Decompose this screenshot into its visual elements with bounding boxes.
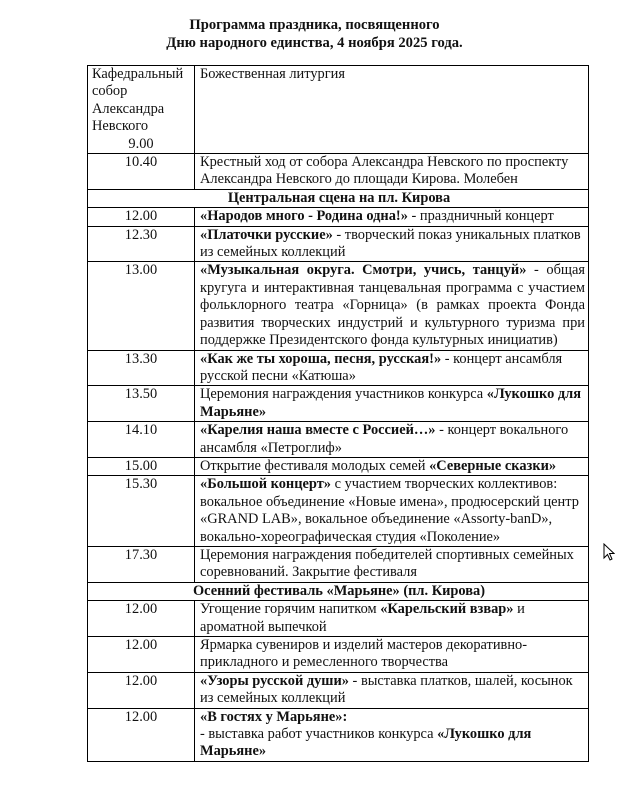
section-header-row	[88, 189, 589, 207]
text: Открытие фестиваля молодых семей	[200, 457, 430, 474]
table-row	[88, 672, 589, 708]
text: Божественная литургия	[200, 66, 345, 82]
bold-text: «В гостях у Марьяне»:	[200, 708, 348, 725]
description-cell	[195, 262, 589, 350]
text: - выставка работ участников конкурса	[200, 726, 438, 743]
text: - концерт ансамбля русской песни «Катюша»	[200, 350, 563, 384]
bold-text: «Большой концерт»	[200, 476, 331, 493]
bold-text: «Лукошко для Марьяне»	[200, 726, 532, 760]
description-cell	[195, 637, 589, 673]
description-cell	[195, 708, 589, 761]
venue-label: Кафедральный собор Александра Невского	[92, 66, 184, 135]
description-cell	[195, 601, 589, 637]
title-line-2: Дню народного единства, 4 ноября 2025 года.	[166, 35, 463, 51]
time-cell: 12.00	[88, 708, 195, 761]
table-row	[88, 66, 589, 154]
text: Церемония награждения участников конкурса	[200, 386, 487, 403]
mouse-cursor-icon	[603, 543, 615, 561]
table-row	[88, 350, 589, 386]
text: Церемония награждения победителей спортивных семейных соревнований. Закрытие фестиваля	[200, 546, 574, 581]
bold-text: «Платочки русские»	[200, 226, 333, 243]
time-cell: 10.40	[88, 154, 195, 190]
bold-text: «Народов много - Родина одна!»	[200, 208, 408, 225]
text: Угощение горячим напитком	[200, 601, 381, 618]
description-cell	[195, 672, 589, 708]
table-row	[88, 154, 589, 190]
section-title: Центральная сцена на пл. Кирова	[88, 189, 589, 207]
time-cell: 13.50	[88, 386, 195, 422]
description-cell	[195, 208, 589, 226]
bold-text: «Как же ты хороша, песня, русская!»	[200, 350, 442, 367]
program-table	[87, 65, 589, 762]
section-header-row	[88, 582, 589, 600]
time-cell	[88, 66, 195, 154]
bold-text: «Карелия наша вместе с Россией…»	[200, 422, 436, 439]
time-cell: 12.00	[88, 637, 195, 673]
text: - выставка платков, шалей, косынок из семейных коллекций	[200, 672, 573, 707]
text: - общая кругуга и интерактивная танцевальная программа с участием фольклорного театра «Горница» (в рамках проекта Фонда развития творческих индустрий и культурного туризма при поддержке Президентского фонда культурных инициатив)	[200, 262, 586, 349]
description-cell	[195, 66, 589, 154]
description-cell	[195, 154, 589, 190]
text: Крестный ход от собора Александра Невского по проспекту Александра Невского до площади Кирова. Молебен	[200, 154, 569, 188]
bold-text: «Музыкальная округа. Смотри, учись, танцуй»	[200, 262, 527, 279]
section-title: Осенний фестиваль «Марьяне» (пл. Кирова)	[88, 582, 589, 600]
time-cell: 13.30	[88, 350, 195, 386]
time-cell: 13.00	[88, 262, 195, 350]
description-cell	[195, 546, 589, 582]
table-row	[88, 476, 589, 547]
time-cell: 12.30	[88, 226, 195, 262]
document-title	[0, 16, 629, 52]
text: - праздничный концерт	[407, 208, 554, 225]
time-cell: 15.30	[88, 476, 195, 547]
time-cell: 12.00	[88, 601, 195, 637]
time-cell: 17.30	[88, 546, 195, 582]
table-row	[88, 208, 589, 226]
time-cell: 15.00	[88, 457, 195, 475]
time-cell: 12.00	[88, 208, 195, 226]
description-cell	[195, 226, 589, 262]
time-cell: 12.00	[88, 672, 195, 708]
description-cell	[195, 457, 589, 475]
description-cell	[195, 422, 589, 458]
table-row	[88, 386, 589, 422]
description-cell	[195, 350, 589, 386]
bold-text: «Лукошко для Марьяне»	[200, 386, 581, 420]
text: - творческий показ уникальных платков из семейных коллекций	[200, 226, 581, 261]
bold-text: «Северные сказки»	[429, 457, 557, 474]
bold-text: «Узоры русской души»	[200, 672, 349, 689]
table-row	[88, 422, 589, 458]
table-row	[88, 601, 589, 637]
time-cell: 14.10	[88, 422, 195, 458]
text: Ярмарка сувениров и изделий мастеров декоративно-прикладного и ремесленного творчества	[200, 637, 528, 671]
text: с участием творческих коллективов: вокальное объединение «Новые имена», продюсерский центр «GRAND LAB», вокальное объединение «Assorty-banD», вокально-хореографическая студия «Поколение»	[200, 476, 579, 545]
table-row	[88, 546, 589, 582]
time-value: 9.00	[128, 135, 154, 152]
table-row	[88, 226, 589, 262]
table-row	[88, 262, 589, 350]
title-line-1: Программа праздника, посвященного	[189, 17, 440, 33]
table-row	[88, 637, 589, 673]
text: и ароматной выпечкой	[200, 601, 525, 635]
description-cell	[195, 386, 589, 422]
bold-text: «Карельский взвар»	[380, 601, 514, 618]
text: - концерт вокального ансамбля «Петроглиф»	[200, 422, 569, 456]
table-row	[88, 457, 589, 475]
description-cell	[195, 476, 589, 547]
table-row	[88, 708, 589, 761]
